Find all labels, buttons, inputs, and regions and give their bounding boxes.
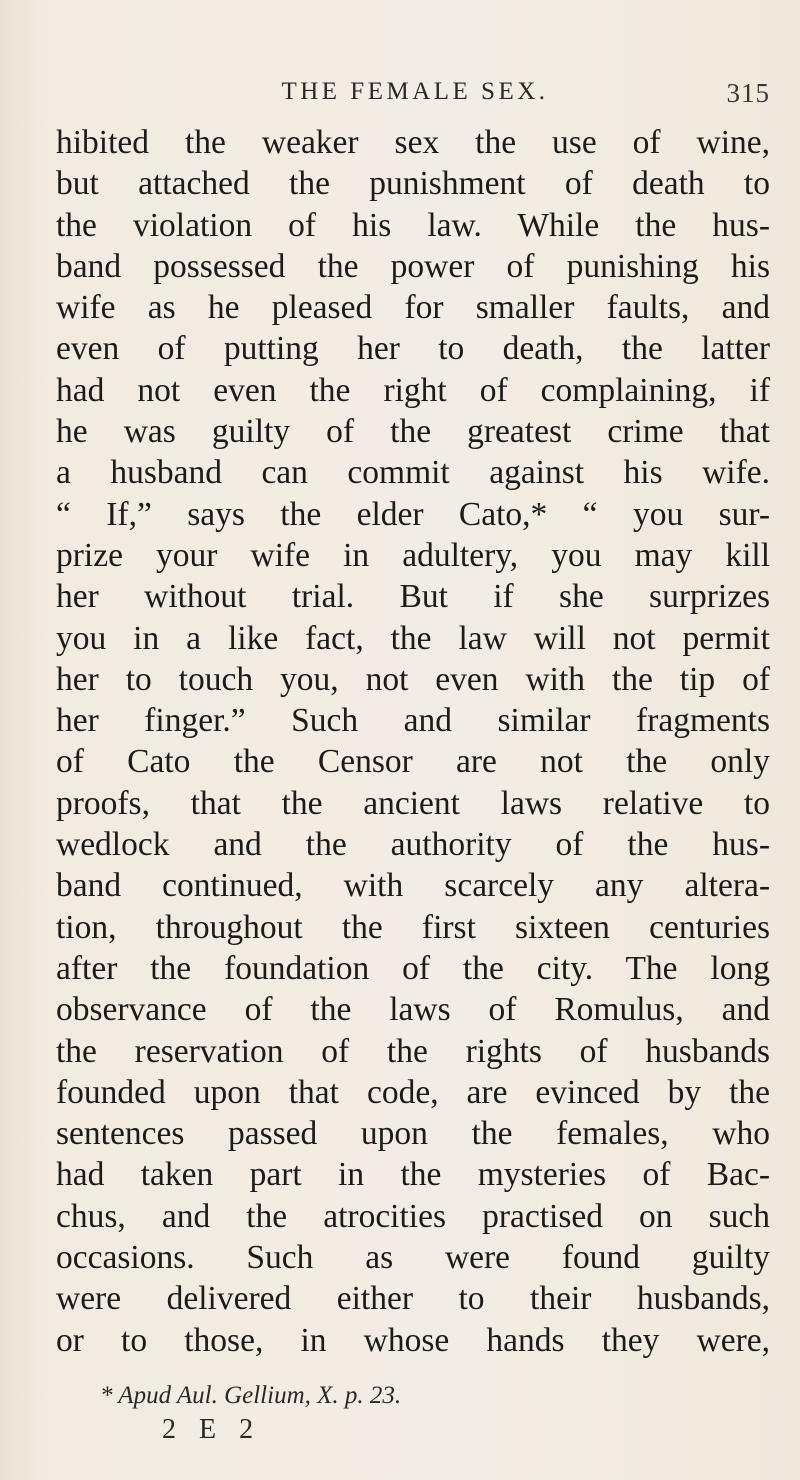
text-line: a husband can commit against his wife. <box>56 454 770 492</box>
running-head <box>60 78 770 118</box>
signature-mark: 2 E 2 <box>162 1414 262 1445</box>
text-line: he was guilty of the greatest crime that <box>56 413 770 451</box>
text-line: had not even the right of complaining, if <box>56 371 770 409</box>
text-line: band continued, with scarcely any altera- <box>56 867 770 905</box>
text-line: proofs, that the ancient laws relative to <box>56 784 770 822</box>
page-number: 315 <box>726 78 770 108</box>
footnote: * Apud Aul. Gellium, X. p. 23. <box>100 1382 402 1409</box>
text-line: observance of the laws of Romulus, and <box>56 991 770 1029</box>
text-line: occasions. Such as were found guilty <box>56 1239 770 1277</box>
text-line: founded upon that code, are evinced by the <box>56 1073 770 1111</box>
text-line: hibited the weaker sex the use of wine, <box>56 124 770 161</box>
text-line: of Cato the Censor are not the only <box>56 743 770 781</box>
running-title: THE FEMALE SEX. <box>281 78 549 105</box>
body-text <box>56 122 770 1361</box>
text-line: were delivered either to their husbands, <box>56 1280 770 1318</box>
text-line: the violation of his law. While the hus- <box>56 206 770 244</box>
text-line: her to touch you, not even with the tip of <box>56 660 770 698</box>
text-line: chus, and the atrocities practised on such <box>56 1197 770 1235</box>
text-line: tion, throughout the first sixteen centuries <box>56 908 770 946</box>
text-line: you in a like fact, the law will not permit <box>56 619 770 657</box>
text-line: wedlock and the authority of the hus- <box>56 826 770 864</box>
text-line: sentences passed upon the females, who <box>56 1115 770 1153</box>
text-line: or to those, in whose hands they were, <box>56 1321 770 1359</box>
text-line: prize your wife in adultery, you may kill <box>56 536 770 574</box>
text-line: her finger.” Such and similar fragments <box>56 702 770 740</box>
text-line: her without trial. But if she surprizes <box>56 578 770 616</box>
text-line: “ If,” says the elder Cato,* “ you sur- <box>56 495 770 533</box>
text-line: after the foundation of the city. The long <box>56 949 770 987</box>
text-line: wife as he pleased for smaller faults, and <box>56 289 770 327</box>
text-line: band possessed the power of punishing his <box>56 247 770 285</box>
text-line: had taken part in the mysteries of Bac- <box>56 1156 770 1194</box>
text-line: even of putting her to death, the latter <box>56 330 770 368</box>
text-line: but attached the punishment of death to <box>56 165 770 203</box>
text-line: the reservation of the rights of husbands <box>56 1032 770 1070</box>
